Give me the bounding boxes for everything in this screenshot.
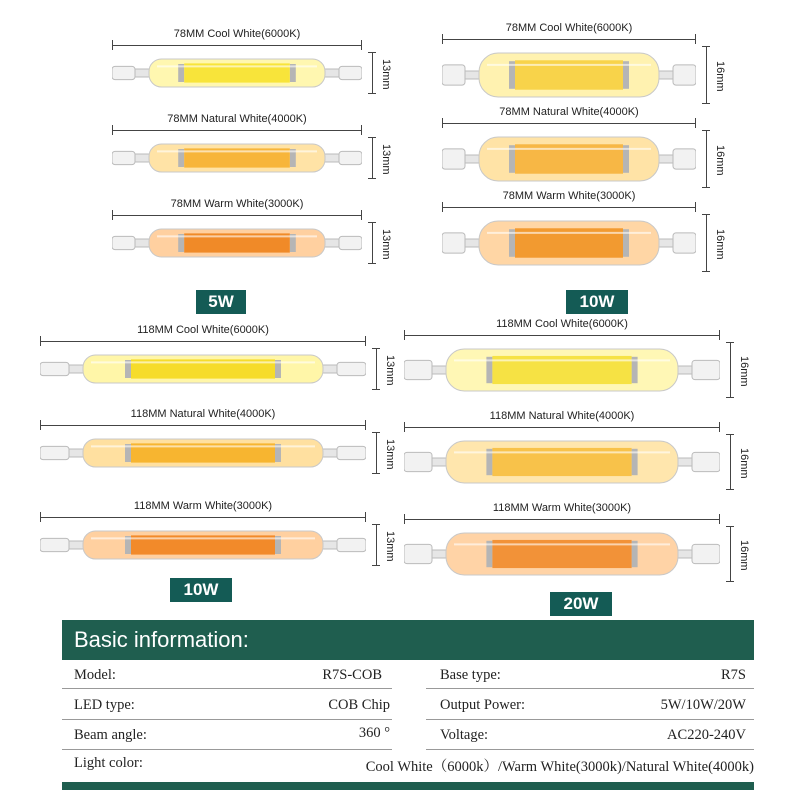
base-label: Base type: xyxy=(440,667,501,683)
height-dimension-line xyxy=(368,137,376,179)
length-label: 78MM Cool White(6000K) xyxy=(505,22,633,34)
height-label: 13mm xyxy=(384,355,396,386)
bulb-image xyxy=(40,354,366,384)
height-label: 16mm xyxy=(738,448,750,479)
row-divider xyxy=(426,719,754,720)
height-dimension-line xyxy=(372,432,380,474)
height-dimension-line xyxy=(726,526,734,582)
power-value: 5W/10W/20W xyxy=(660,697,746,713)
length-label: 118MM Cool White(6000K) xyxy=(496,318,628,330)
model-value: R7S-COB xyxy=(322,667,382,683)
height-dimension-line xyxy=(372,348,380,390)
row-divider xyxy=(62,749,392,750)
bulb-image xyxy=(40,530,366,560)
badge-20w: 20W xyxy=(550,592,612,616)
height-dimension-line xyxy=(368,222,376,264)
info-footer-bar xyxy=(62,782,754,790)
length-dimension-line xyxy=(112,125,362,135)
badge-10w-118mm: 10W xyxy=(170,578,232,602)
led-value: COB Chip xyxy=(328,697,390,713)
bulb-image xyxy=(404,532,720,576)
length-label: 118MM Warm White(3000K) xyxy=(133,500,273,512)
row-divider xyxy=(426,688,754,689)
length-dimension-line xyxy=(404,330,720,340)
height-dimension-line xyxy=(702,214,710,272)
height-dimension-line xyxy=(368,52,376,94)
row-divider xyxy=(62,688,392,689)
badge-5w: 5W xyxy=(196,290,246,314)
height-dimension-line xyxy=(702,130,710,188)
length-label: 118MM Cool White(6000K) xyxy=(137,324,269,336)
height-dimension-line xyxy=(726,434,734,490)
height-dimension-line xyxy=(702,46,710,104)
length-label: 78MM Cool White(6000K) xyxy=(173,28,301,40)
row-divider xyxy=(62,719,392,720)
led-label: LED type: xyxy=(74,697,135,713)
length-label: 78MM Warm White(3000K) xyxy=(502,190,636,202)
height-dimension-line xyxy=(726,342,734,398)
model-label: Model: xyxy=(74,667,116,683)
badge-10w: 10W xyxy=(566,290,628,314)
height-label: 16mm xyxy=(738,356,750,387)
bulb-image xyxy=(40,438,366,468)
height-label: 16mm xyxy=(714,61,726,92)
height-label: 16mm xyxy=(714,145,726,176)
length-dimension-line xyxy=(404,422,720,432)
length-dimension-line xyxy=(40,336,366,346)
height-dimension-line xyxy=(372,524,380,566)
length-dimension-line xyxy=(442,118,696,128)
length-dimension-line xyxy=(442,34,696,44)
height-label: 13mm xyxy=(380,59,392,90)
row-divider xyxy=(426,749,754,750)
length-label: 78MM Natural White(4000K) xyxy=(499,106,639,118)
length-dimension-line xyxy=(40,512,366,522)
bulb-image xyxy=(112,143,362,173)
bulb-image xyxy=(442,220,696,266)
length-dimension-line xyxy=(404,514,720,524)
length-label: 118MM Natural White(4000K) xyxy=(130,408,276,420)
length-label: 118MM Natural White(4000K) xyxy=(489,410,635,422)
beam-label: Beam angle: xyxy=(74,727,147,743)
height-label: 16mm xyxy=(738,540,750,571)
info-header xyxy=(62,620,754,660)
length-dimension-line xyxy=(442,202,696,212)
voltage-label: Voltage: xyxy=(440,727,489,743)
color-label: Light color: xyxy=(74,755,143,771)
bulb-image xyxy=(442,136,696,182)
bulb-image xyxy=(404,348,720,392)
base-value: R7S xyxy=(721,667,746,683)
length-dimension-line xyxy=(112,40,362,50)
info-title: Basic information: xyxy=(74,627,249,652)
bulb-image xyxy=(112,58,362,88)
height-label: 13mm xyxy=(380,144,392,175)
beam-value: 360 ° xyxy=(358,725,390,741)
bulb-image xyxy=(404,440,720,484)
length-label: 78MM Warm White(3000K) xyxy=(170,198,304,210)
color-value: Cool White（6000k）/Warm White(3000k)/Natural White(4000k) xyxy=(365,759,754,775)
power-label: Output Power: xyxy=(440,697,525,713)
length-label: 78MM Natural White(4000K) xyxy=(167,113,307,125)
height-label: 13mm xyxy=(380,229,392,260)
bulb-image xyxy=(112,228,362,258)
voltage-value: AC220-240V xyxy=(667,727,746,743)
length-label: 118MM Warm White(3000K) xyxy=(492,502,632,514)
bulb-image xyxy=(442,52,696,98)
length-dimension-line xyxy=(40,420,366,430)
height-label: 13mm xyxy=(384,531,396,562)
height-label: 13mm xyxy=(384,439,396,470)
length-dimension-line xyxy=(112,210,362,220)
height-label: 16mm xyxy=(714,229,726,260)
